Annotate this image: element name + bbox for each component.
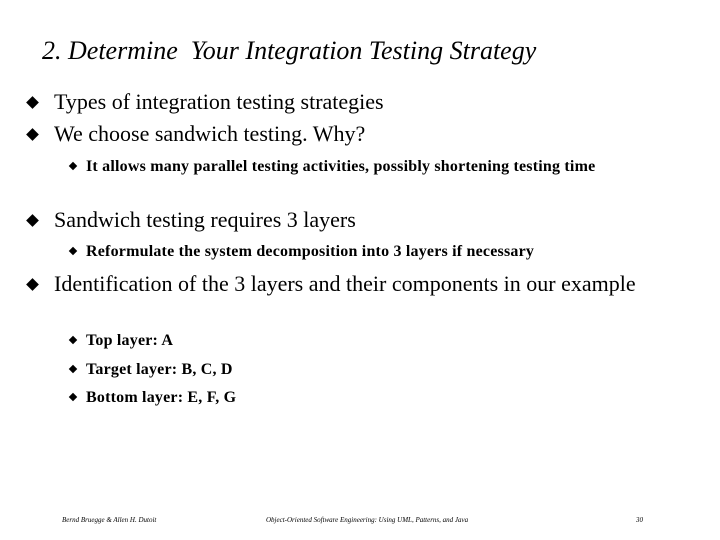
sub-bullet-text: It allows many parallel testing activities, possibly shortening testing time [86,158,596,175]
bullet-item [28,272,668,296]
sub-bullet-item [70,331,670,351]
diamond-bullet-icon [69,365,77,373]
sub-bullet-text: Top layer: A [86,332,174,349]
diamond-bullet-icon [69,247,77,255]
sub-bullet-text: Reformulate the system decomposition into 3 layers if necessary [86,243,535,260]
diamond-bullet-icon [26,128,39,141]
sub-bullet-item [70,388,670,408]
bullet-text: Identification of the 3 layers and their components in our example [54,271,636,296]
bullet-item [28,122,668,146]
sub-bullet-text: Target layer: B, C, D [86,361,233,378]
footer-book-title: Object-Oriented Software Engineering: Using UML, Patterns, and Java [266,516,469,524]
diamond-bullet-icon [69,162,77,170]
slide-title: 2. Determine Your Integration Testing Strategy [42,36,537,65]
bullet-text: We choose sandwich testing. Why? [54,121,366,146]
bullet-text: Sandwich testing requires 3 layers [54,207,356,232]
bullet-item [28,208,668,232]
sub-bullet-text: Bottom layer: E, F, G [86,389,237,406]
bullet-text: Types of integration testing strategies [54,89,384,114]
sub-bullet-item [70,242,670,262]
sub-bullet-item [70,157,670,177]
footer-authors: Bernd Bruegge & Allen H. Dutoit [62,516,157,524]
footer-page-number: 30 [636,516,643,524]
diamond-bullet-icon [69,336,77,344]
diamond-bullet-icon [26,214,39,227]
diamond-bullet-icon [26,96,39,109]
diamond-bullet-icon [69,393,77,401]
sub-bullet-item [70,360,670,380]
bullet-item [28,90,668,114]
diamond-bullet-icon [26,278,39,291]
